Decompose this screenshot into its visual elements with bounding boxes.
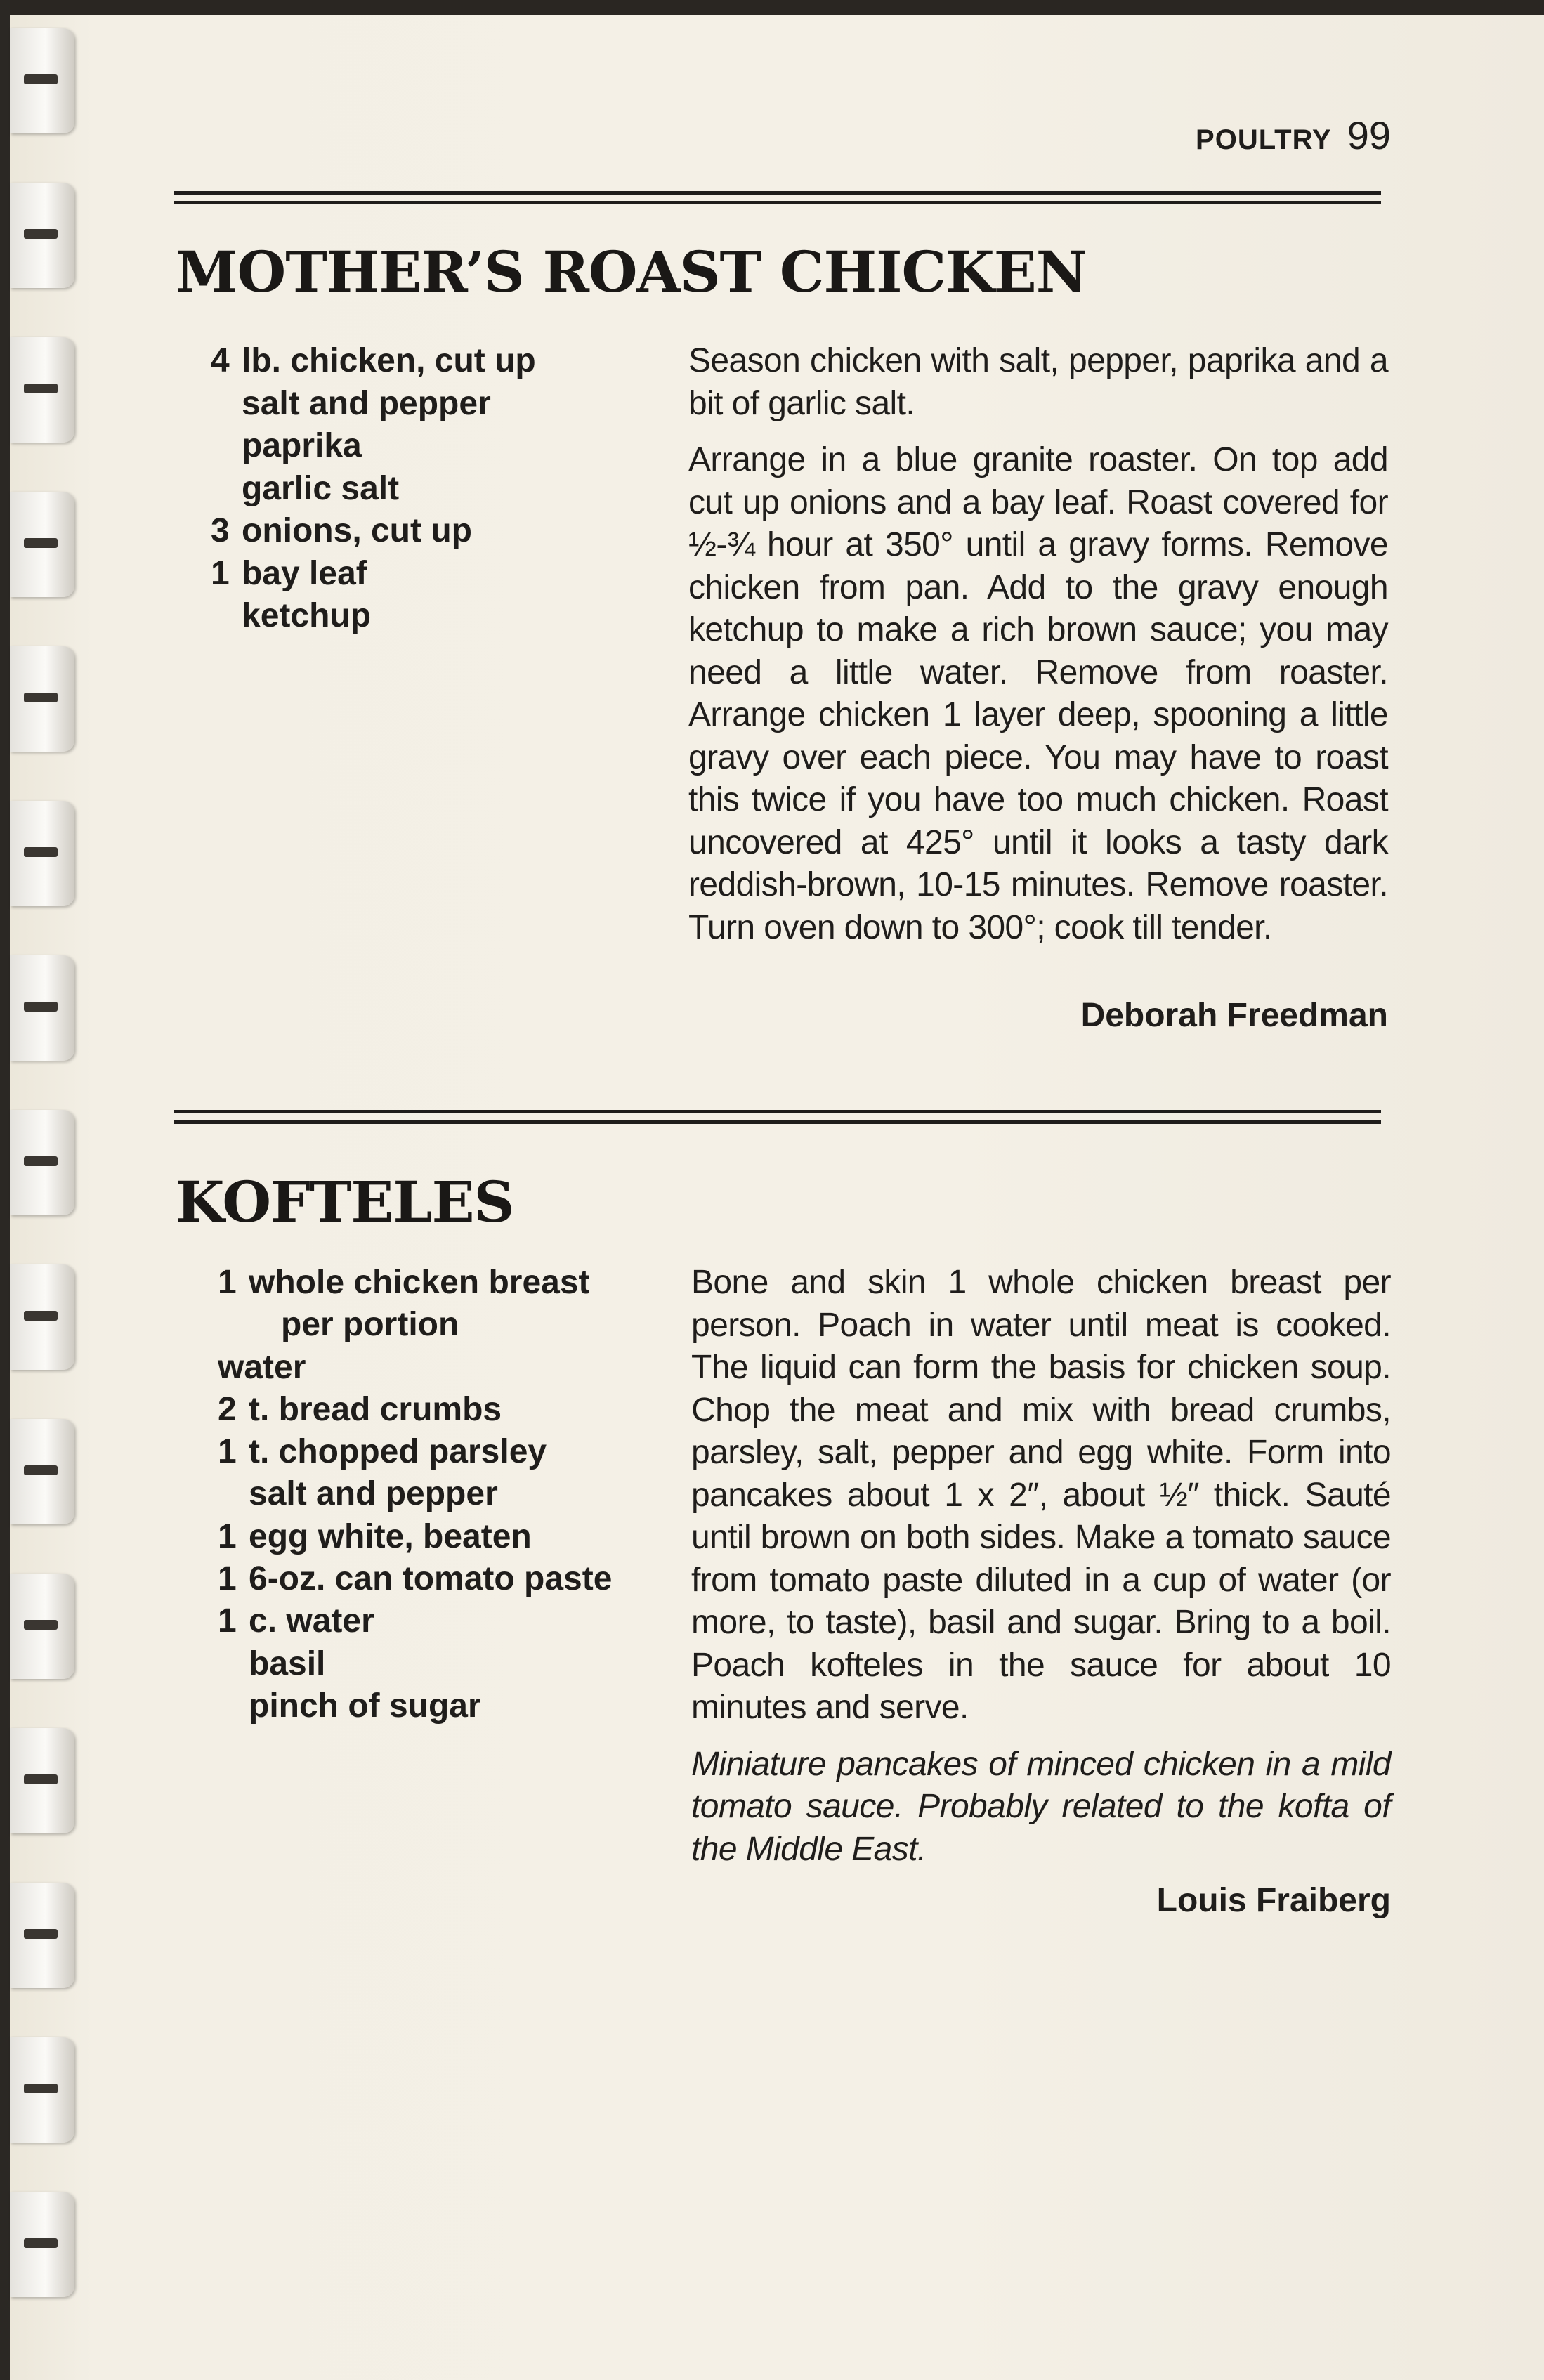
ingredient-item <box>211 468 536 511</box>
ingredient-text: garlic salt <box>242 469 400 507</box>
direction-paragraph: Bone and skin 1 whole chicken breast per person. Poach in water until meat is cooked. The liquid can form the basis for chicken soup. Chop the meat and mix with bread crumbs, parsley, salt, pepper and egg white. Form into pancakes about 1 x 2″, about ½″ thick. Sauté until brown on both sides. Make a tomato sauce from tomato paste diluted in a cup of water (or more, to taste), basil and sugar. Bring to a boil. Poach kofteles in the sauce for about 10 minutes and serve. <box>691 1264 1391 1726</box>
binding-ring <box>10 1110 74 1215</box>
binding-ring <box>10 1419 74 1524</box>
ingredient-text: 6-oz. can tomato paste <box>249 1560 613 1598</box>
ingredient-text: whole chicken breast <box>249 1264 590 1301</box>
ingredient-text: t. chopped parsley <box>249 1433 547 1471</box>
direction-paragraph: Season chicken with salt, pepper, paprika and a bit of garlic salt. <box>688 342 1388 422</box>
ingredient-item <box>211 425 536 468</box>
binding-ring <box>10 1728 74 1833</box>
ingredient-qty: 4 <box>211 342 230 379</box>
ingredient-qty <box>211 595 242 638</box>
binding-ring <box>10 492 74 597</box>
ingredient-item <box>218 1558 612 1600</box>
ingredient-qty <box>211 425 242 468</box>
ingredient-qty: 1 <box>218 1433 237 1471</box>
ingredient-item <box>218 1600 612 1642</box>
ingredient-item <box>218 1473 612 1515</box>
ingredient-qty <box>211 468 242 511</box>
ingredient-text: ketchup <box>242 597 372 634</box>
binding-ring <box>10 646 74 752</box>
recipe-author: Deborah Freedman <box>1080 997 1388 1034</box>
binding-ring <box>10 183 74 288</box>
ingredient-qty: 1 <box>211 554 230 592</box>
ingredient-qty <box>218 1643 249 1685</box>
ingredient-item <box>218 1516 612 1558</box>
recipe-title: MOTHER’S ROAST CHICKEN <box>176 239 1087 305</box>
binding-edge <box>0 0 10 2380</box>
recipe-title: KOFTELES <box>176 1169 514 1235</box>
ingredient-item <box>218 1643 612 1685</box>
direction-paragraph: Arrange in a blue granite roaster. On top add cut up onions and a bay leaf. Roast covered for ½-¾ hour at 350° until a gravy forms. Remove chicken from pan. Add to the gravy enough ketchup to make a rich brown sauce; you may need a little water. Remove from roaster. Arrange chicken 1 layer deep, spooning a little gravy over each piece. You may have to roast this twice if you have too much chicken. Roast uncovered at 425° until it looks a tasty dark reddish-brown, 10-15 minutes. Remove roaster. Turn oven down to 300°; cook till tender. <box>688 441 1388 946</box>
ingredient-list <box>211 340 536 638</box>
ingredient-text: egg white, beaten <box>249 1517 532 1555</box>
recipe-directions <box>688 340 1388 963</box>
ingredient-item <box>211 595 536 638</box>
page-number: 99 <box>1347 113 1391 157</box>
ingredient-qty: 3 <box>211 512 230 549</box>
ingredient-item <box>211 340 536 383</box>
ingredient-item <box>211 510 536 553</box>
recipe-author: Louis Fraiberg <box>1156 1882 1391 1919</box>
binding-ring <box>10 1264 74 1370</box>
ingredient-item <box>211 553 536 596</box>
ingredient-text: salt and pepper <box>249 1475 498 1513</box>
binding-ring <box>10 2037 74 2143</box>
ingredient-text: salt and pepper <box>242 384 491 422</box>
binding-ring <box>10 2192 74 2297</box>
page-header <box>1152 112 1391 162</box>
ingredient-qty: 1 <box>218 1560 237 1598</box>
ingredient-qty: 1 <box>218 1602 237 1640</box>
recipe-divider-top <box>174 1110 1381 1113</box>
ingredient-text: lb. chicken, cut up <box>242 342 536 379</box>
binding-ring <box>10 801 74 906</box>
ingredient-text: pinch of sugar <box>249 1687 481 1725</box>
ingredient-text: water <box>218 1348 306 1386</box>
binding-ring <box>10 1883 74 1988</box>
ingredient-qty: 1 <box>218 1264 237 1301</box>
section-name: POULTRY <box>1196 124 1332 155</box>
binding-ring <box>10 955 74 1061</box>
ingredient-text: per portion <box>281 1306 459 1344</box>
header-rule-top <box>174 191 1381 195</box>
ingredient-text: bay leaf <box>242 554 367 592</box>
binding-ring <box>10 28 74 133</box>
recipe-divider-bottom <box>174 1120 1381 1124</box>
header-rule-bottom <box>174 201 1381 204</box>
ingredient-text: basil <box>249 1645 326 1682</box>
ingredient-text: t. bread crumbs <box>249 1390 502 1428</box>
binding-ring <box>10 1574 74 1679</box>
recipe-directions <box>691 1262 1391 1885</box>
ingredient-qty: 2 <box>218 1390 237 1428</box>
ingredient-item <box>218 1389 612 1431</box>
ingredient-qty <box>211 383 242 426</box>
ingredient-item <box>218 1304 612 1346</box>
ingredient-qty: 1 <box>218 1517 237 1555</box>
ingredient-list <box>218 1262 612 1727</box>
ingredient-item <box>218 1347 612 1389</box>
binding-ring <box>10 337 74 443</box>
ingredient-item <box>218 1262 612 1304</box>
ingredient-qty <box>218 1685 249 1727</box>
recipe-note: Miniature pancakes of minced chicken in a mild tomato sauce. Probably related to the kofta of the Middle East. <box>691 1745 1391 1868</box>
ingredient-item <box>218 1431 612 1473</box>
page-top-edge <box>0 0 1544 15</box>
ingredient-text: paprika <box>242 427 362 464</box>
ingredient-text: c. water <box>249 1602 374 1640</box>
ingredient-text: onions, cut up <box>242 512 472 549</box>
ingredient-item <box>218 1685 612 1727</box>
ingredient-qty <box>218 1473 249 1515</box>
ingredient-item <box>211 383 536 426</box>
